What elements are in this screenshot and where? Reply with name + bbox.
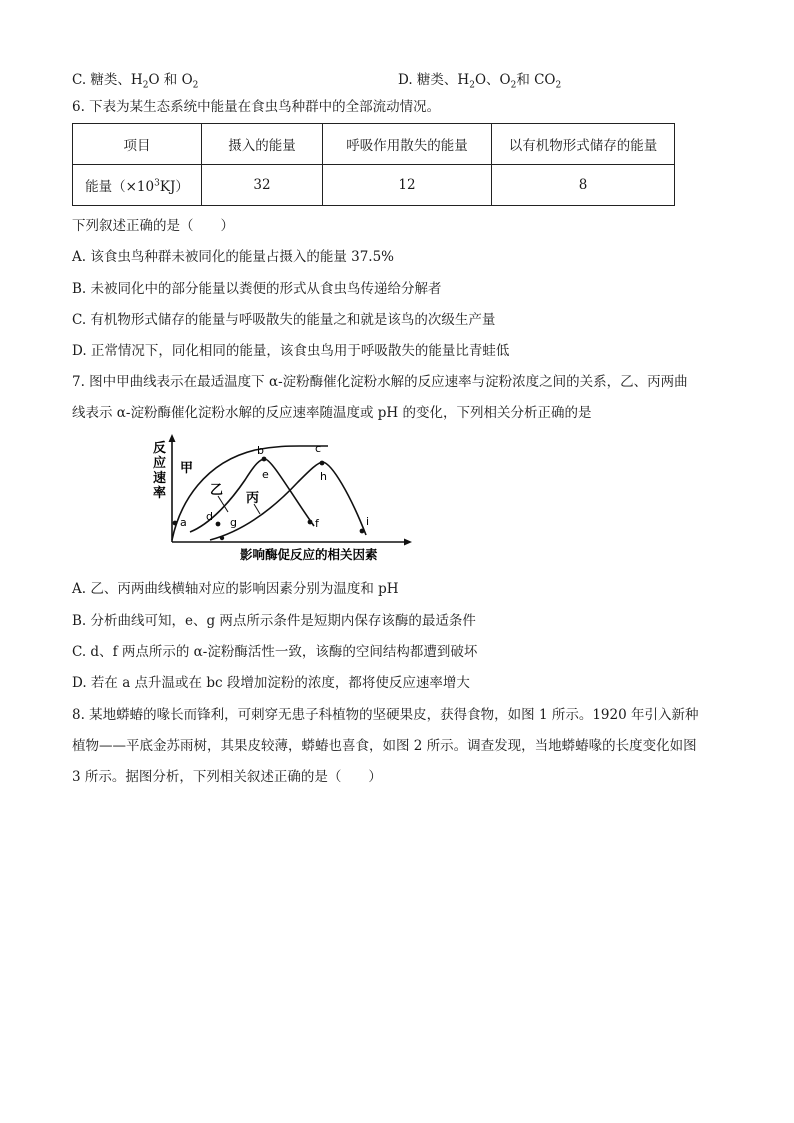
q8-stem-line1: 8. 某地蟒蝽的喙长而锋利，可刺穿无患子科植物的坚硬果皮，获得食物，如图 1 所示。1920 年引入新种 — [72, 707, 699, 723]
table-header: 摄入的能量 — [202, 124, 323, 165]
curve-label-yi: 乙 — [210, 483, 224, 498]
point-a-label: a — [180, 516, 187, 529]
q6-option-a: A. 该食虫鸟种群未被同化的能量占摄入的能量 37.5% — [72, 249, 395, 265]
energy-table — [72, 123, 675, 206]
point-f-label: f — [315, 517, 319, 530]
x-label: 影响酶促反应的相关因素 — [240, 547, 378, 562]
y-label-char: 应 — [153, 456, 167, 471]
point-i-dot — [360, 529, 365, 534]
q6-stem: 6. 下表为某生态系统中能量在食虫鸟种群中的全部流动情况。 — [72, 99, 441, 115]
point-b-label: b — [257, 444, 264, 457]
point-d-label: d — [206, 510, 213, 523]
q8-stem-line3: 3 所示。据图分析，下列相关叙述正确的是（ ） — [72, 769, 382, 785]
point-a-dot — [173, 521, 178, 526]
q6-option-b: B. 未被同化中的部分能量以粪便的形式从食虫鸟传递给分解者 — [72, 281, 442, 297]
q7-stem-line2: 线表示 α-淀粉酶催化淀粉水解的反应速率随温度或 pH 的变化，下列相关分析正确的是 — [72, 405, 592, 421]
table-cell: 8 — [492, 165, 675, 206]
table-cell: 32 — [202, 165, 323, 206]
point-h-label: h — [320, 470, 327, 483]
point-c-label: c — [315, 442, 322, 455]
q7-option-b: B. 分析曲线可知，e、g 两点所示条件是短期内保存该酶的最适条件 — [72, 613, 476, 629]
x-axis-arrow — [404, 539, 412, 546]
y-label-char: 反 — [153, 441, 167, 456]
point-d-dot — [216, 522, 221, 527]
table-cell: 12 — [323, 165, 492, 206]
point-g-label: g — [230, 516, 237, 529]
point-i-label: i — [366, 515, 370, 528]
table-header-row — [73, 124, 675, 165]
y-label-char: 率 — [153, 486, 167, 501]
q7-option-c: C. d、f 两点所示的 α-淀粉酶活性一致，该酶的空间结构都遭到破坏 — [72, 644, 478, 660]
table-row-label: 能量$(\times 10^3KJ)$ — [73, 165, 202, 206]
y-axis-arrow — [169, 434, 176, 442]
q6-option-c: C. 有机物形式储存的能量与呼吸散失的能量之和就是该鸟的次级生产量 — [72, 312, 496, 328]
q7-stem-line1: 7. 图中甲曲线表示在最适温度下 α-淀粉酶催化淀粉水解的反应速率与淀粉浓度之间的关系，乙、丙两曲 — [72, 374, 688, 390]
q7-option-a: A. 乙、丙两曲线横轴对应的影响因素分别为温度和 pH — [72, 581, 399, 597]
q5-option-c: C. 糖类、$H_2O$ 和 $O_2$ — [72, 72, 199, 91]
table-row — [73, 165, 675, 206]
point-e-dot — [262, 457, 267, 462]
table-header: 项目 — [73, 124, 202, 165]
point-e-label: e — [262, 468, 269, 481]
enzyme-rate-figure — [150, 432, 420, 568]
point-f-dot — [308, 520, 313, 525]
y-label-char: 速 — [153, 471, 167, 486]
q8-stem-line2: 植物——平底金苏雨树，其果皮较薄，蟒蝽也喜食，如图 2 所示。调查发现，当地蟒蝽喙的长度变化如图 — [72, 738, 697, 754]
table-header: 呼吸作用散失的能量 — [323, 124, 492, 165]
point-h-dot — [320, 461, 325, 466]
q7-option-d: D. 若在 a 点升温或在 bc 段增加淀粉的浓度，都将使反应速率增大 — [72, 675, 470, 691]
q6-question: 下列叙述正确的是（ ） — [72, 218, 234, 234]
q6-option-d: D. 正常情况下，同化相同的能量，该食虫鸟用于呼吸散失的能量比青蛙低 — [72, 343, 510, 359]
q5-option-d: D. 糖类、$H_2O$、$O_2$和 $CO_2$ — [398, 72, 562, 91]
curve-label-jia: 甲 — [180, 461, 194, 476]
table-header: 以有机物形式储存的能量 — [492, 124, 675, 165]
point-g-dot — [220, 536, 224, 540]
curve-label-bing: 丙 — [246, 491, 260, 506]
